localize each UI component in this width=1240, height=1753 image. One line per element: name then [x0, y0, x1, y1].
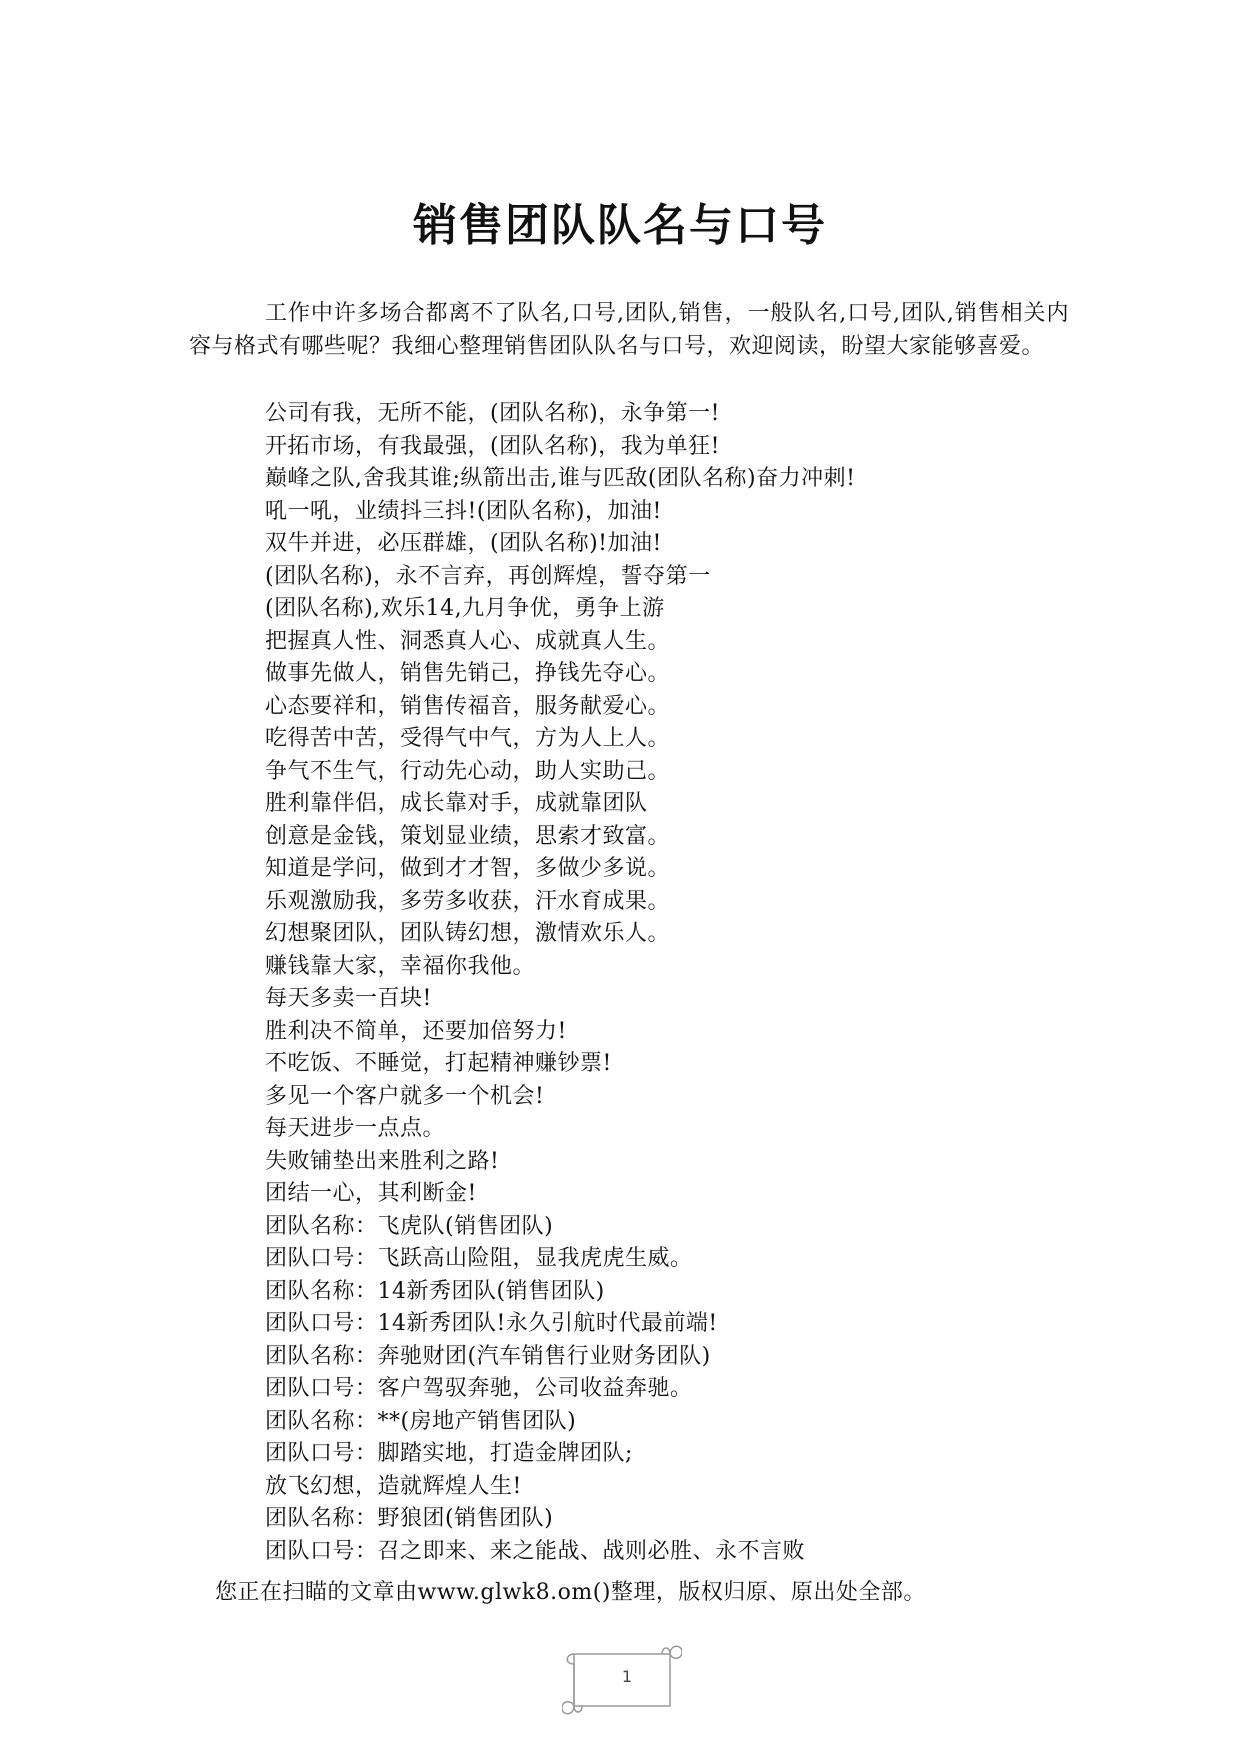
slogan-line: 团队口号：客户驾驭奔驰，公司收益奔驰。 — [265, 1376, 693, 1401]
slogan-line: 把握真人性、洞悉真人心、成就真人生。 — [265, 628, 671, 654]
slogan-line: 团结一心，其利断金! — [265, 1181, 477, 1206]
slogan-line: 乐观激励我，多劳多收获，汗水育成果。 — [265, 888, 671, 914]
slogan-line: 胜利靠伴侣，成长靠对手，成就靠团队 — [265, 791, 648, 816]
slogan-line: 不吃饭、不睡觉，打起精神赚钞票! — [265, 1051, 612, 1076]
document-title: 销售团队队名与口号 — [413, 200, 827, 251]
intro-paragraph: 工作中许多场合都离不了队名,口号,团队,销售，一般队名,口号,团队,销售相关内容与格式有哪些呢？我细心整理销售团队队名与口号，欢迎阅读，盼望大家能够喜爱。 — [189, 301, 1069, 359]
slogan-line: 团队名称：奔驰财团(汽车销售行业财务团队) — [265, 1343, 711, 1369]
slogan-line: 争气不生气，行动先心动，助人实助己。 — [265, 758, 671, 784]
slogan-line: 双牛并进，必压群雄，(团队名称)!加油! — [265, 531, 662, 556]
slogan-line: 团队名称：飞虎队(销售团队) — [265, 1213, 554, 1239]
slogan-line: 创意是金钱，策划显业绩，思索才致富。 — [265, 823, 671, 849]
slogan-line: (团队名称)，永不言弃，再创辉煌，誓夺第一 — [265, 563, 711, 589]
slogan-line: 团队名称：14新秀团队(销售团队) — [265, 1278, 605, 1304]
slogan-line: 每天进步一点点。 — [265, 1116, 446, 1141]
footer-note: 您正在扫瞄的文章由www.glwk8.om()整理，版权归原、原出处全部。 — [215, 1580, 926, 1605]
slogan-line: 团队口号：飞跃高山险阻，显我虎虎生威。 — [265, 1246, 693, 1271]
slogan-line: 团队口号：脚踏实地，打造金牌团队; — [265, 1441, 633, 1466]
slogan-line: 团队口号：14新秀团队!永久引航时代最前端! — [265, 1311, 718, 1336]
slogan-line: 团队名称：**(房地产销售团队) — [265, 1408, 577, 1434]
slogan-line: 失败铺垫出来胜利之路! — [265, 1148, 500, 1174]
slogan-list — [265, 398, 1145, 1568]
slogan-line: 公司有我，无所不能，(团队名称)，永争第一! — [265, 401, 721, 426]
slogan-line: 做事先做人，销售先销己，挣钱先夺心。 — [265, 661, 671, 686]
slogan-line: 巅峰之队,舍我其谁;纵箭出击,谁与匹敌(团队名称)奋力冲刺! — [265, 466, 856, 491]
slogan-line: 放飞幻想，造就辉煌人生! — [265, 1473, 522, 1499]
slogan-line: 团队名称：野狼团(销售团队) — [265, 1506, 554, 1531]
slogan-line: 知道是学问，做到才才智，多做少多说。 — [265, 856, 671, 881]
slogan-line: 开拓市场，有我最强，(团队名称)，我为单狂! — [265, 433, 721, 459]
slogan-line: 吃得苦中苦，受得气中气，方为人上人。 — [265, 726, 671, 751]
slogan-line: 胜利决不简单，还要加倍努力! — [265, 1018, 567, 1044]
slogan-line: 多见一个客户就多一个机会! — [265, 1083, 545, 1109]
slogan-line: 幻想聚团队，团队铸幻想，激情欢乐人。 — [265, 921, 671, 946]
slogan-line: 赚钱靠大家，幸福你我他。 — [265, 953, 536, 979]
slogan-line: 团队口号：召之即来、来之能战、战则必胜、永不言败 — [265, 1538, 806, 1564]
page-number: 1 — [621, 1667, 633, 1686]
slogan-line: 心态要祥和，销售传福音，服务献爱心。 — [265, 693, 671, 719]
slogan-line: 吼一吼，业绩抖三抖!(团队名称)，加油! — [265, 498, 662, 524]
slogan-line: 每天多卖一百块! — [265, 986, 432, 1011]
slogan-line: (团队名称),欢乐14,九月争优，勇争上游 — [265, 596, 665, 621]
